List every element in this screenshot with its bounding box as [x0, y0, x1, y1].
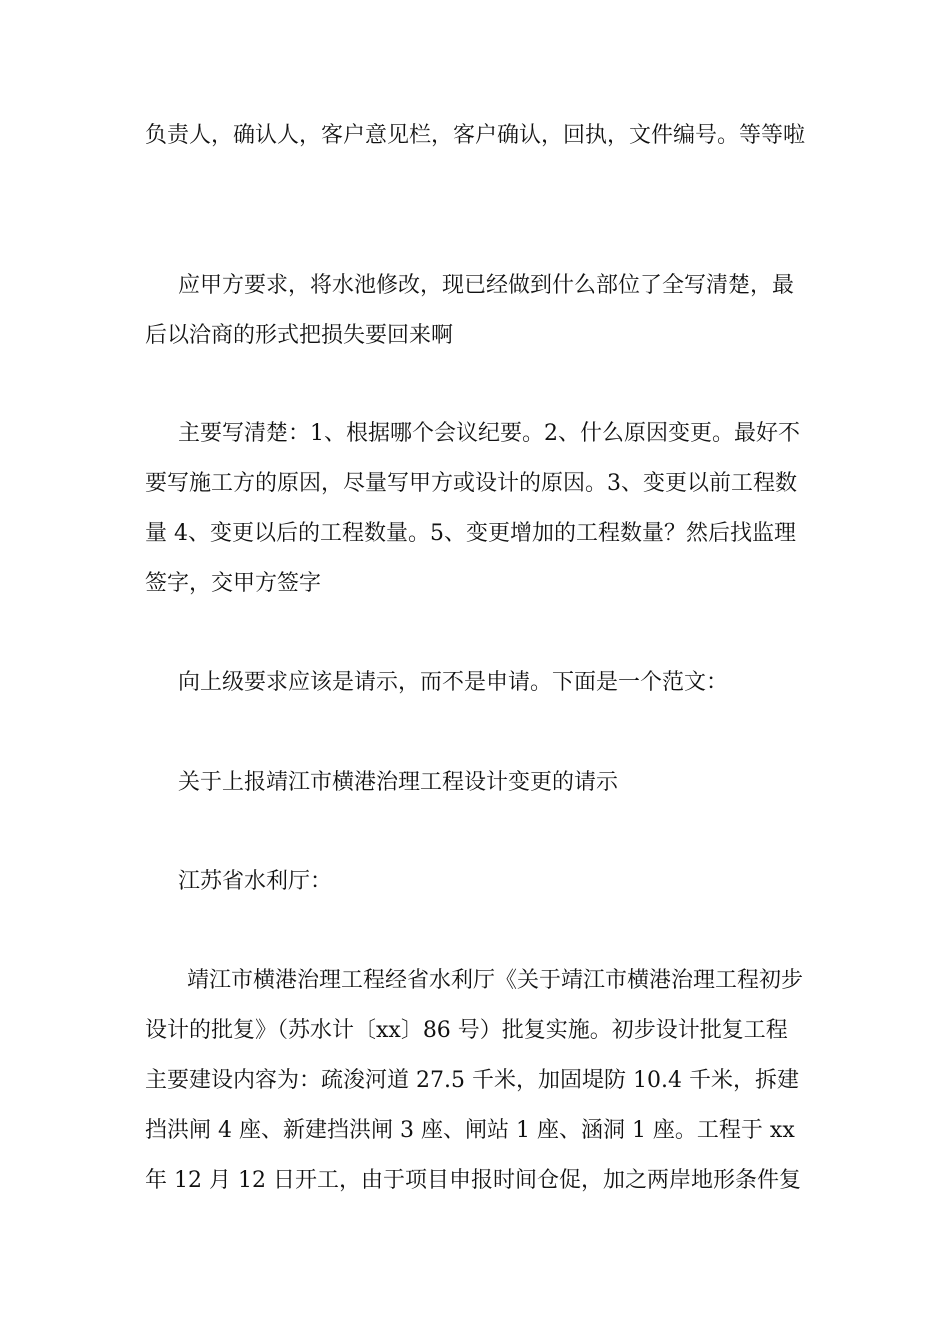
paragraph-request: 应甲方要求，将水池修改，现已经做到什么部位了全写清楚，最后以洽商的形式把损失要回来啊 — [145, 273, 795, 348]
paragraph-notes: 负责人，确认人，客户意见栏，客户确认，回执，文件编号。等等啦 — [145, 123, 806, 148]
paragraph-key-points: 主要写清楚：1、根据哪个会议纪要。2、什么原因变更。最好不要写施工方的原因，尽量写甲方或设计的原因。3、变更以前工程数量 4、变更以后的工程数量。5、变更增加的工程数量？然后找监理签字，交甲方签字 — [145, 421, 800, 596]
sample-title: 关于上报靖江市横港治理工程设计变更的请示 — [178, 770, 619, 795]
sample-body: 靖江市横港治理工程经省水利厅《关于靖江市横港治理工程初步设计的批复》（苏水计〔xx〕86 号）批复实施。初步设计批复工程主要建设内容为：疏浚河道 27.5 千米，加固堤防 10.4 千米，拆建挡洪闸 4 座、新建挡洪闸 3 座、闸站 1 座、涵洞 1 座。工程于 xx 年 12 月 12 日开工，由于项目申报时间仓促，加之两岸地形条件复 — [145, 968, 804, 1193]
paragraph-intro-sample: 向上级要求应该是请示，而不是申请。下面是一个范文： — [178, 670, 729, 695]
sample-addressee: 江苏省水利厅： — [178, 869, 333, 894]
